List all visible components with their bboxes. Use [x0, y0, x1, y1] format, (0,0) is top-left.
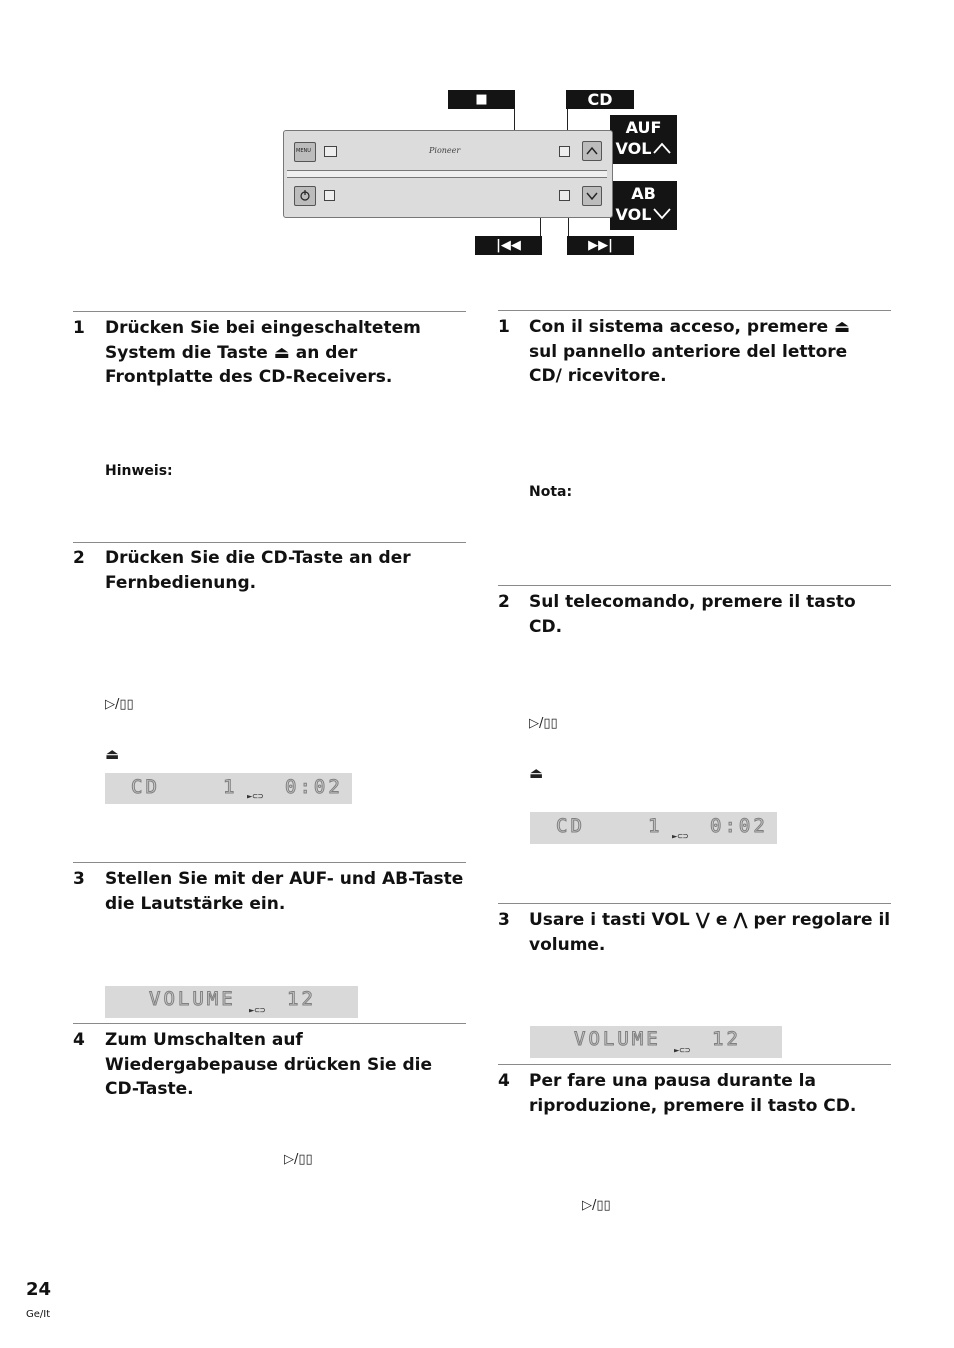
step-number: 1 [498, 317, 510, 337]
divider [73, 1023, 466, 1024]
nota-label: Nota: [529, 484, 573, 500]
lcd-time: 0:02 [285, 776, 343, 798]
chevron-up-icon [653, 142, 671, 154]
step-2-text: Sul telecomando, premere il tasto CD. [529, 592, 856, 637]
divider [498, 310, 891, 311]
ab-label: AB [631, 184, 656, 203]
divider [498, 585, 891, 586]
eject-icon: ⏏ [529, 764, 544, 782]
lcd-volume-value: 12 [287, 988, 316, 1010]
step-3-text: Stellen Sie mit der AUF- und AB-Taste die Lautstärke ein. [105, 869, 464, 914]
lcd-display-cd [105, 773, 352, 804]
cd-tag: CD [566, 90, 634, 109]
chevron-down-icon [583, 187, 601, 205]
lcd-time: 0:02 [710, 815, 768, 837]
vol-up-button[interactable] [582, 141, 602, 161]
lcd-display-volume [530, 1026, 782, 1058]
play-pause-symbol: ▷/▯▯ [582, 1198, 611, 1213]
step-number: 3 [73, 869, 85, 889]
divider [73, 542, 466, 543]
play-indicator: ►⊂⊃ [672, 832, 689, 842]
power-button[interactable] [294, 186, 316, 206]
step-1-text: Drücken Sie bei eingeschaltetem System die Taste ⏏ an der Frontplatte des CD-Receivers. [105, 318, 421, 387]
step-number: 2 [498, 592, 510, 612]
play-indicator: ►⊂⊃ [674, 1046, 691, 1056]
power-icon [295, 187, 315, 205]
menu-button[interactable] [294, 142, 316, 162]
lcd-source: CD [556, 815, 585, 837]
lcd-source: CD [131, 776, 160, 798]
vol-down-button[interactable] [582, 186, 602, 206]
hinweis-label: Hinweis: [105, 463, 173, 479]
next-tag: ▶▶| [567, 236, 634, 255]
play-pause-symbol: ▷/▯▯ [105, 697, 134, 712]
lcd-volume-label: VOLUME [574, 1028, 661, 1050]
auf-label: AUF [625, 118, 662, 137]
auf-vol-tag [610, 115, 677, 164]
divider [73, 311, 466, 312]
divider [498, 903, 891, 904]
lcd-volume-label: VOLUME [149, 988, 236, 1010]
cd-eject-button[interactable] [559, 146, 570, 157]
page-number: 24 [26, 1279, 52, 1300]
play-indicator: ►⊂⊃ [249, 1006, 266, 1016]
panel-display-strip [287, 170, 607, 178]
step-number: 2 [73, 548, 85, 568]
ab-vol-tag [610, 181, 677, 230]
lcd-volume-value: 12 [712, 1028, 741, 1050]
menu-label: MENU [296, 148, 311, 154]
chevron-down-icon [653, 208, 671, 220]
lcd-track: 1 [648, 815, 663, 837]
step-number: 4 [73, 1030, 85, 1050]
panel-function-button[interactable] [324, 190, 335, 201]
step-number: 1 [73, 318, 85, 338]
chevron-up-icon [583, 142, 601, 160]
play-indicator: ►⊂⊃ [247, 792, 264, 802]
panel-aux-button[interactable] [559, 190, 570, 201]
brand-logo: Pioneer [429, 146, 461, 155]
step-4-text: Per fare una pausa durante la riproduzione, premere il tasto CD. [529, 1071, 857, 1116]
stop-tag: ■ [448, 90, 515, 109]
divider [498, 1064, 891, 1065]
lcd-display-cd [530, 812, 777, 844]
step-number: 3 [498, 910, 510, 930]
step-1-text: Con il sistema acceso, premere ⏏ sul pannello anteriore del lettore CD/ ricevitore. [529, 317, 851, 386]
panel-small-icon [324, 146, 337, 157]
step-number: 4 [498, 1071, 510, 1091]
step-2-text: Drücken Sie die CD-Taste an der Fernbedienung. [105, 548, 411, 593]
divider [73, 862, 466, 863]
eject-icon: ⏏ [105, 745, 120, 763]
lcd-display-volume [105, 986, 358, 1018]
ab-vol-label: VOL [615, 205, 652, 224]
language-code: Ge/It [26, 1309, 51, 1320]
lcd-track: 1 [223, 776, 238, 798]
play-pause-symbol: ▷/▯▯ [284, 1152, 313, 1167]
auf-vol-label: VOL [615, 139, 652, 158]
play-pause-symbol: ▷/▯▯ [529, 716, 558, 731]
cd-receiver-panel [283, 130, 613, 218]
step-4-text: Zum Umschalten auf Wiedergabepause drücken Sie die CD-Taste. [105, 1030, 433, 1099]
prev-tag: |◀◀ [475, 236, 542, 255]
step-3-text: Usare i tasti VOL ⋁ e ⋀ per regolare il volume. [529, 910, 891, 955]
